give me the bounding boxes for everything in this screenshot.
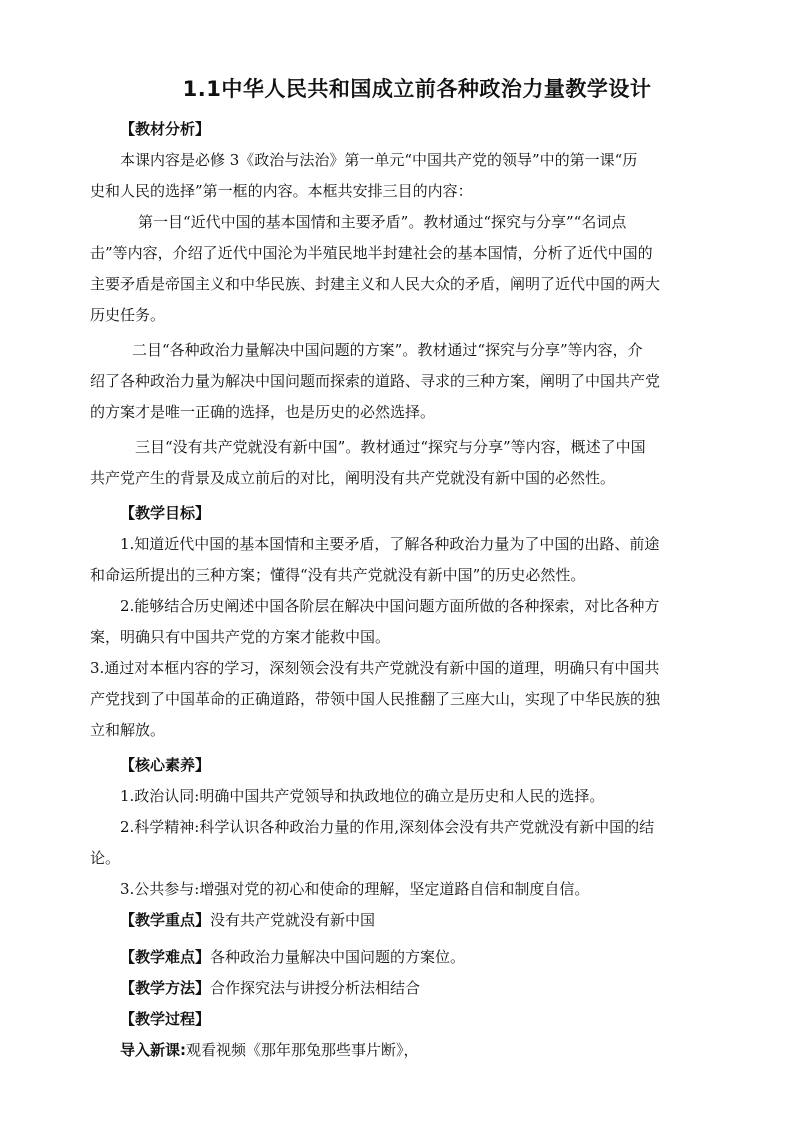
paragraph-line: 本课内容是必修 3《政治与法治》第一单元“中国共产党的领导”中的第一课“历 bbox=[120, 151, 638, 169]
paragraph-line: 三目“没有共产党就没有新中国”。教材通过“探究与分享”等内容，概述了中国 bbox=[135, 438, 646, 456]
paragraph-line: 1.政治认同:明确中国共产党领导和执政地位的确立是历史和人民的选择。 bbox=[120, 787, 605, 805]
paragraph-line: 产党找到了中国革命的正确道路，带领中国人民推翻了三座大山，实现了中华民族的独 bbox=[90, 690, 661, 708]
section-heading-key-point: 【教学重点】 bbox=[120, 911, 211, 929]
paragraph-line: 2.科学精神:科学认识各种政治力量的作用,深刻体会没有共产党就没有新中国的结 bbox=[120, 818, 655, 836]
process-intro-label: 导入新课: bbox=[120, 1041, 186, 1059]
method-line bbox=[90, 973, 704, 1004]
key-point-line bbox=[90, 905, 704, 936]
paragraph-line: 3.通过对本框内容的学习，深刻领会没有共产党就没有新中国的道理，明确只有中国共 bbox=[90, 659, 660, 677]
paragraph-line: 论。 bbox=[90, 849, 121, 867]
paragraph-line: 历史任务。 bbox=[90, 306, 166, 324]
paragraph-line: 的方案才是唯一正确的选择，也是历史的必然选择。 bbox=[90, 403, 436, 421]
paragraph-line: 和命运所提出的三种方案；懂得“没有共产党就没有新中国”的历史必然性。 bbox=[90, 566, 586, 584]
key-point-text: 没有共产党就没有新中国 bbox=[210, 911, 376, 929]
paragraph-line: 共产党产生的背景及成立前后的对比，阐明没有共产党就没有新中国的必然性。 bbox=[90, 469, 616, 487]
section-heading-analysis: 【教材分析】 bbox=[120, 120, 211, 138]
paragraph-line: 绍了各种政治力量为解决中国问题而探索的道路、寻求的三种方案，阐明了中国共产党 bbox=[90, 372, 661, 390]
document-body bbox=[90, 114, 704, 1066]
document-title: 1.1中华人民共和国成立前各种政治力量教学设计 bbox=[182, 77, 652, 101]
method-text: 合作探究法与讲授分析法相结合 bbox=[210, 979, 421, 997]
paragraph-line: 第一目“近代中国的基本国情和主要矛盾”。教材通过“探究与分享”“名词点 bbox=[138, 213, 627, 231]
paragraph-line: 击”等内容，介绍了近代中国沦为半殖民地半封建社会的基本国情，分析了近代中国的 bbox=[90, 244, 653, 262]
paragraph-line: 3.公共参与:增强对党的初心和使命的理解，坚定道路自信和制度自信。 bbox=[120, 880, 590, 898]
section-heading-method: 【教学方法】 bbox=[120, 979, 211, 997]
paragraph-line: 1.知道近代中国的基本国情和主要矛盾，了解各种政治力量为了中国的出路、前途 bbox=[120, 535, 660, 553]
paragraph-line: 主要矛盾是帝国主义和中华民族、封建主义和人民大众的矛盾，阐明了近代中国的两大 bbox=[90, 275, 661, 293]
paragraph-line: 案，明确只有中国共产党的方案才能救中国。 bbox=[90, 628, 391, 646]
difficulty-text: 各种政治力量解决中国问题的方案位。 bbox=[210, 948, 466, 966]
process-intro-line bbox=[90, 1035, 704, 1066]
paragraph-line: 2.能够结合历史阐述中国各阶层在解决中国问题方面所做的各种探索，对比各种方 bbox=[120, 597, 660, 615]
section-heading-literacy: 【核心素养】 bbox=[120, 756, 211, 774]
paragraph-line: 立和解放。 bbox=[90, 721, 166, 739]
section-heading-goals: 【教学目标】 bbox=[120, 504, 211, 522]
paragraph-line: 史和人民的选择”第一框的内容。本框共安排三目的内容： bbox=[90, 182, 473, 200]
paragraph-line: 二目“各种政治力量解决中国问题的方案”。教材通过“探究与分享”等内容，介 bbox=[132, 341, 643, 359]
process-intro-text: 观看视频《那年那兔那些事片断》， bbox=[186, 1041, 419, 1059]
difficulty-line bbox=[90, 942, 704, 973]
section-heading-difficulty: 【教学难点】 bbox=[120, 948, 211, 966]
section-heading-process: 【教学过程】 bbox=[120, 1010, 211, 1028]
